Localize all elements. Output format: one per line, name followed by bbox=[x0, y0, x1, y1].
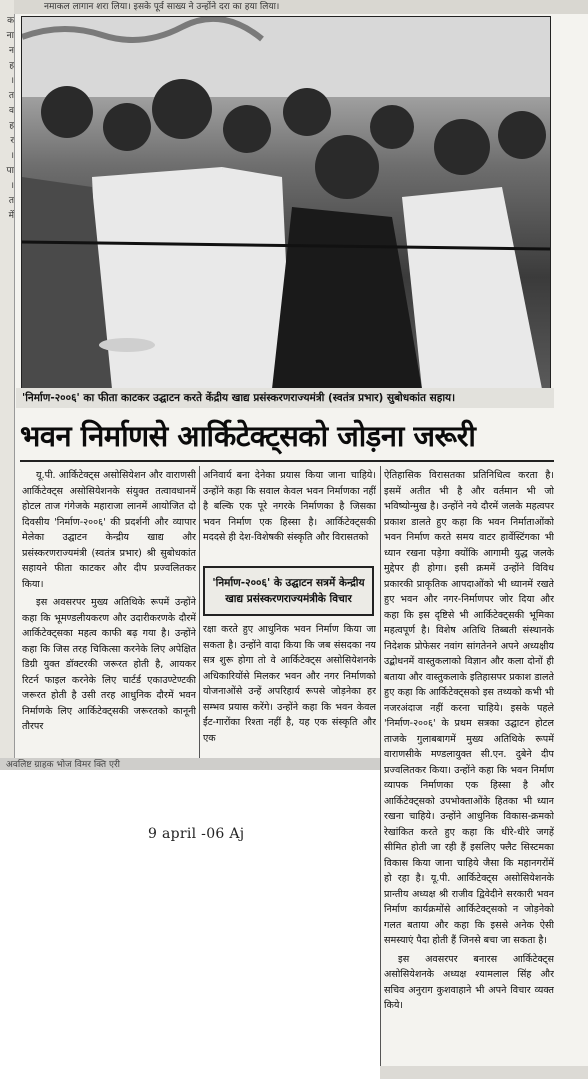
article-column-2-continued bbox=[203, 622, 376, 758]
headline-rule bbox=[20, 460, 554, 462]
paragraph: इस अवसरपर मुख्य अतिथिके रूपमें उन्होंने कहा कि भूमण्डलीयकरण और उदारीकरणके दौरमें आर्किटेक्ट्सका महत्व काफी बढ़ गया है। उन्होंने कहा कि जिस तरह चिकित्सा करनेके लिए अपेक्षित डिग्री युक्त डॉक्टरकी जरूरत होती है, आयकर रिटर्न फाइल करनेके लिए चार्टर्ड एकाउण्टेण्टकी जरूरत होती है उसी तरह आधुनिक दौरमें भवन निर्माणके लिए आर्किटेक्ट्सकी जरूरतको कानूनी तौरपर bbox=[22, 597, 196, 732]
paragraph: रक्षा करते हुए आधुनिक भवन निर्माण किया जा सकता है। उन्होंने वादा किया कि जब संसदका नय सत्र शुरू होगा तो वे आर्किटेक्ट्स असोसियेशनके अधिकारियोंसे मिलकर भवन और नगर निर्माणको योजनाओंसे उन्हें अपरिहार्य रूपसे जोड़नेका हर सम्भव प्रयास करेंगे। उन्होंने कहा कि भवन केवल ईंट-गारोंका रिश्ता नहीं है, यह एक संस्कृति और एक bbox=[203, 624, 376, 744]
photo-illustration bbox=[22, 17, 550, 389]
left-margin-fragments: क ना न ह । त व ह र । पा । त में bbox=[6, 16, 14, 221]
cut-strip-text: अवलिष्ट ग्राहक भोज विमर क्ति एरी bbox=[0, 758, 380, 772]
article-column-3 bbox=[384, 468, 554, 1068]
photo-caption: 'निर्माण-२००६' का फीता काटकर उद्घाटन करते केंद्रीय खाद्य प्रसंस्करणराज्यमंत्री (स्वतंत्र प्रभार) सुबोधकांत सहाय। bbox=[16, 388, 554, 408]
top-strip-text: नमाकल लागान शरा लिया। इसके पूर्व साख्य ने उन्होंने दरा का हया लिया। bbox=[14, 0, 588, 14]
paragraph: अनिवार्य बना देनेका प्रयास किया जाना चाहिये। उन्होंने कहा कि सवाल केवल भवन निर्माणका नहीं है बल्कि एक पूरे नगरके निर्माणका है जिसका भवन निर्माण एक हिस्सा है। आर्किटेक्ट्सकी मददसे ही देश-विशेषकी संस्कृति और विरासतको bbox=[203, 470, 376, 543]
column-divider bbox=[199, 466, 200, 758]
article-column-1 bbox=[22, 468, 196, 758]
paragraph: यू.पी. आर्किटेक्ट्स असोसियेशन और वाराणसी आर्किटेक्ट्स असोसियेशनके संयुक्त तत्वावधानमें होटल ताज गंगेजके महाराजा लानमें आयोजित दो दिवसीय 'निर्माण-२००६' की प्रदर्शनी और व्यापार मेलेका उद्घाटन केन्द्रीय खाद्य और प्रसंस्करणराज्यमंत्री (स्वतंत्र प्रभार) श्री सुबोधकांत सहायने फीता काटकर और दीप प्रज्वलितकर किया। bbox=[22, 470, 196, 590]
blank-area bbox=[0, 770, 380, 1079]
column-divider bbox=[380, 466, 381, 1070]
bottom-strip bbox=[380, 1066, 588, 1079]
subheading-box: 'निर्माण-२००६' के उद्घाटन सत्रमें केन्द्रीय खाद्य प्रसंस्करणराज्यमंत्रीके विचार bbox=[203, 566, 374, 616]
headline: भवन निर्माणसे आर्किटेक्ट्सको जोड़ना जरूरी bbox=[20, 419, 476, 453]
article-column-2 bbox=[203, 468, 376, 564]
paragraph: ऐतिहासिक विरासतका प्रतिनिधित्व करता है। इसमें अतीत भी है और वर्तमान भी जो भविष्योन्मुख है। उन्होंने नये दौरमें जलके महत्वपर प्रकाश डालते हुए कहा कि भवन निर्माताओंको भवन निर्माण करते समय वाटर हार्वेस्टिंगका भी ध्यान रखना पड़ेगा क्योंकि आगामी युद्ध जलके मुद्देपर ही होगा। इसी क्रममें उन्होंने विविध प्रकारकी प्राकृतिक आपदाओंको भी ध्यानमें रखते हुए भवन और नगर-निर्माणपर जोर दिया और कहा कि इस दृष्टिसे भी आर्किटेक्ट्सकी भूमिका महत्वपूर्ण है। विशेष अतिथि तिब्बती संस्थानके निदेशक प्रोफेसर नवांग सांगतेनने अपने अध्यक्षीय उद्बोधनमें वास्तुकलाको विज्ञान और कला दोनों ही बताया और वास्तुकलाके इतिहासपर प्रकाश डालते हुए कहा कि आर्किटेक्ट्सको इस तथ्यको कभी भी नजरअंदाज नहीं करना चाहिये। इसके पहले 'निर्माण-२००६' के प्रथम सत्रका उद्घाटन होटल ताजके गुलाबबागमें मुख्य अतिथिके रूपमें वाराणसीके मण्डलायुक्त सी.एन. दुबेने दीप प्रज्वलितकर किया। उन्होंने कहा कि भवन निर्माण व्यापक निर्माणका एक हिस्सा है और आर्किटेक्ट्सको उपभोक्ताओंके हितका भी ध्यान रखना चाहिये। उन्होंने आधुनिक विकास-क्रमको रेखांकित करते हुए कहा कि धीरे-धीरे जगहें सीमित होती जा रही हैं इसलिए फ्लैट सिस्टमका विकास किया जाना चाहिये जैसा कि महानगरोंमें हो रहा है। यू.पी. आर्किटेक्ट्स असोसियेशनके प्रान्तीय अध्यक्ष श्री राजीव द्विवेदीने सरकारी भवन निर्माण कार्यक्रमोंसे आर्किटेक्ट्सको न जोड़नेको गलत बताया और कहा कि इससे अनेक ऐसी समस्याएं पैदा होती हैं जिनसे बचा जा सकता है। bbox=[384, 470, 554, 946]
news-photo bbox=[21, 16, 551, 390]
handwritten-date: 9 april -06 Aj bbox=[148, 826, 245, 842]
paragraph: इस अवसरपर बनारस आर्किटेक्ट्स असोसियेशनके अध्यक्ष श्यामलाल सिंह और सचिव अनुराग कुशवाहाने भी अपने विचार व्यक्त किये। bbox=[384, 953, 554, 1011]
